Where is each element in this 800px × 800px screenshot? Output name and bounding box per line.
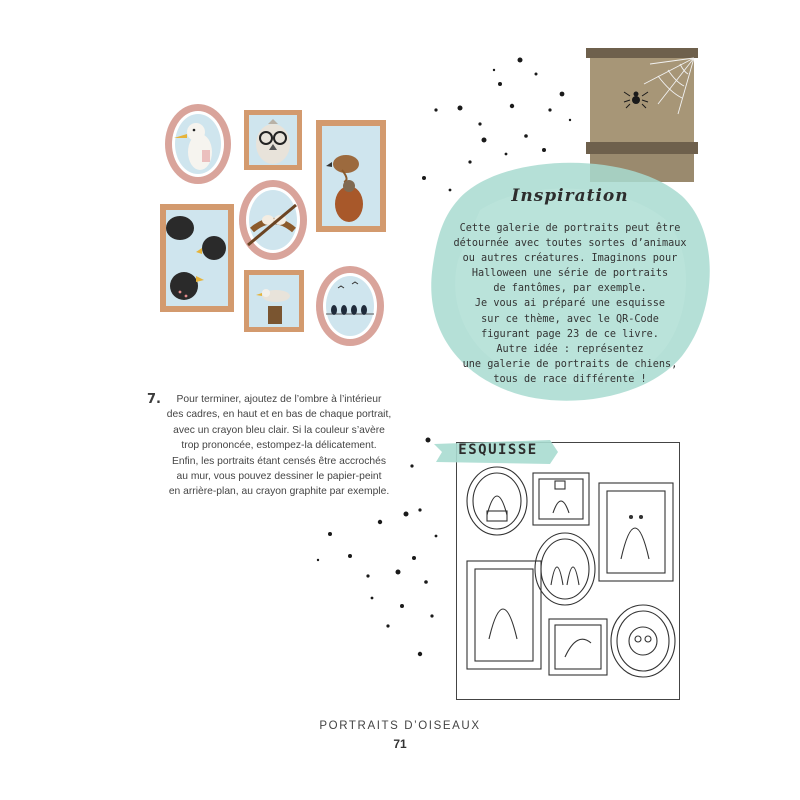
crows-portrait	[160, 204, 234, 312]
sparrow-portrait	[316, 120, 386, 232]
seagull-post-portrait	[244, 270, 304, 332]
bird-portraits-illustration	[156, 100, 396, 360]
swallows-portrait	[316, 266, 384, 346]
sketch-ghost-reading-frame	[467, 467, 527, 535]
seagull-portrait	[165, 104, 231, 184]
sketch-ghost-left-frame	[467, 561, 541, 669]
sketch-ghost-flying-frame	[549, 619, 607, 675]
footer-chapter-title: PORTRAITS D’OISEAUX	[319, 720, 481, 732]
step-number: 7.	[147, 392, 161, 407]
sketch-ghost-face-frame	[611, 605, 675, 677]
sketch-banner-label: ESQUISSE	[458, 442, 538, 458]
nest-portrait	[239, 180, 307, 260]
step-text: Pour terminer, ajoutez de l’ombre à l’intérieur des cadres, en haut et en bas de chaque portrait, avec un crayon bleu clair. Si la couleur s’avère trop prononcée, estompez-la délicatement. Enfin, les portraits étant censés être accrochés au mur, vous pouvez dessiner le papier-peint en arrière-plan, au crayon graphite par exemple.	[166, 394, 392, 498]
sketch-ghosts-pair-frame	[535, 533, 595, 605]
ink-splatter-top	[410, 50, 590, 200]
ink-splatter-bottom	[310, 430, 460, 660]
sketch-box	[456, 442, 680, 700]
page-number: 71	[393, 737, 407, 751]
inspiration-text: Cette galerie de portraits peut être détournée avec toutes sortes d’animaux ou autres créatures. Imaginons pour Halloween une série de portraits de fantômes, par exemple. Je vous ai préparé une esquisse sur ce thème, avec le QR-Code figurant page 23 de ce livre. Autre idée : représentez une galerie de portraits de chiens, tous de race différente !	[453, 223, 687, 385]
owl-portrait	[244, 110, 302, 170]
ghost-portraits-sketch	[457, 443, 681, 701]
sketch-ghost-hat-frame	[533, 473, 589, 525]
inspiration-title: Inspiration	[511, 186, 629, 206]
sketch-ghost-tall-frame	[599, 483, 673, 581]
